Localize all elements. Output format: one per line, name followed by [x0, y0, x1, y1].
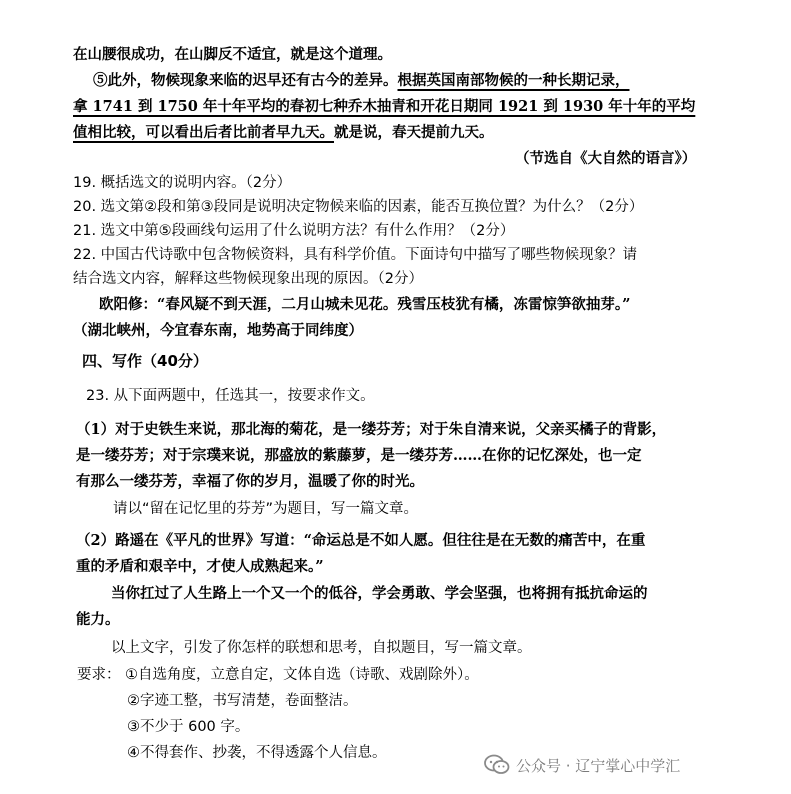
underlined-sentence-line: 拿 1741 到 1750 年十年平均的春初七种乔木抽青和开花日期同 1921 到 1930 年十年的平均: [73, 98, 696, 115]
question-23: 23. 从下面两题中，任选其一，按要求作文。: [86, 388, 375, 404]
question-19: 19. 概括选文的说明内容。（2分）: [73, 175, 292, 191]
question-21: 21. 选文中第⑤段画线句运用了什么说明方法？有什么作用？（2分）: [73, 223, 515, 239]
option-2-task: 以上文字，引发了你怎样的联想和思考，自拟题目，写一篇文章。: [111, 640, 532, 656]
paragraph-5-tail: 就是说，春天提前九天。: [334, 124, 494, 141]
paragraph-5: [93, 70, 630, 92]
requirement-2: ②字迹工整，书写清楚，卷面整洁。: [127, 693, 358, 709]
option-2-line: 能力。: [76, 611, 120, 628]
watermark-text: 公众号 · 辽宁掌心中学汇: [516, 756, 681, 775]
poem-note: （湖北峡州，今宜春东南，地势高于同纬度）: [73, 322, 363, 339]
source-note: （节选自《大自然的语言》）: [515, 150, 697, 167]
option-1-line: （1）对于史铁生来说，那北海的菊花，是一缕芬芳；对于朱自清来说，父亲买橘子的背影，: [76, 421, 667, 438]
requirements-label: 要求：: [77, 667, 121, 683]
option-2-line: 当你扛过了人生路上一个又一个的低谷，学会勇敢、学会坚强，也将拥有抵抗命运的: [111, 585, 648, 602]
section-heading-writing: 四、写作（40分）: [82, 352, 208, 370]
question-22-cont: 结合选文内容，解释这些物候现象出现的原因。（2分）: [73, 271, 423, 287]
option-1-line: 是一缕芬芳；对于宗璞来说，那盛放的紫藤萝，是一缕芬芳……在你的记忆深处，也一定: [76, 447, 642, 464]
option-1-line: 有那么一缕芬芳，幸福了你的岁月，温暖了你的时光。: [76, 473, 424, 490]
option-2-line: 重的矛盾和艰辛中，才使人成熟起来。”: [76, 558, 324, 575]
option-1-task: 请以“留在记忆里的芬芳”为题目，写一篇文章。: [113, 501, 419, 517]
underlined-sentence-end: 值相比较，可以看出后者比前者早九天。: [73, 124, 334, 141]
question-22: 22. 中国古代诗歌中包含物候资料，具有科学价值。下面诗句中描写了哪些物候现象？请: [73, 247, 638, 263]
option-2-line: （2）路遥在《平凡的世界》写道：“命运总是不如人愿。但往往是在无数的痛苦中，在重: [76, 532, 646, 549]
requirement-3: ③不少于 600 字。: [127, 719, 250, 735]
wechat-official-account-icon: [484, 754, 510, 776]
underlined-sentence: 根据英国南部物候的一种长期记录，: [397, 72, 630, 89]
requirement-1: ①自选角度，立意自定，文体自选（诗歌、戏剧除外）。: [125, 667, 479, 683]
paragraph-5-text: ⑤此外，物候现象来临的迟早还有古今的差异。: [93, 72, 398, 89]
question-20: 20. 选文第②段和第③段同是说明决定物候来临的因素，能否互换位置？为什么？（2分）: [73, 199, 644, 215]
watermark: [484, 752, 680, 778]
passage-line: 在山腰很成功，在山脚反不适宜，就是这个道理。: [73, 46, 392, 63]
requirement-4: ④不得套作、抄袭，不得透露个人信息。: [127, 745, 387, 761]
paragraph-5-line: [73, 122, 494, 144]
poem-line: 欧阳修：“春风疑不到天涯，二月山城未见花。残雪压枝犹有橘，冻雷惊笋欲抽芽。”: [99, 296, 631, 313]
